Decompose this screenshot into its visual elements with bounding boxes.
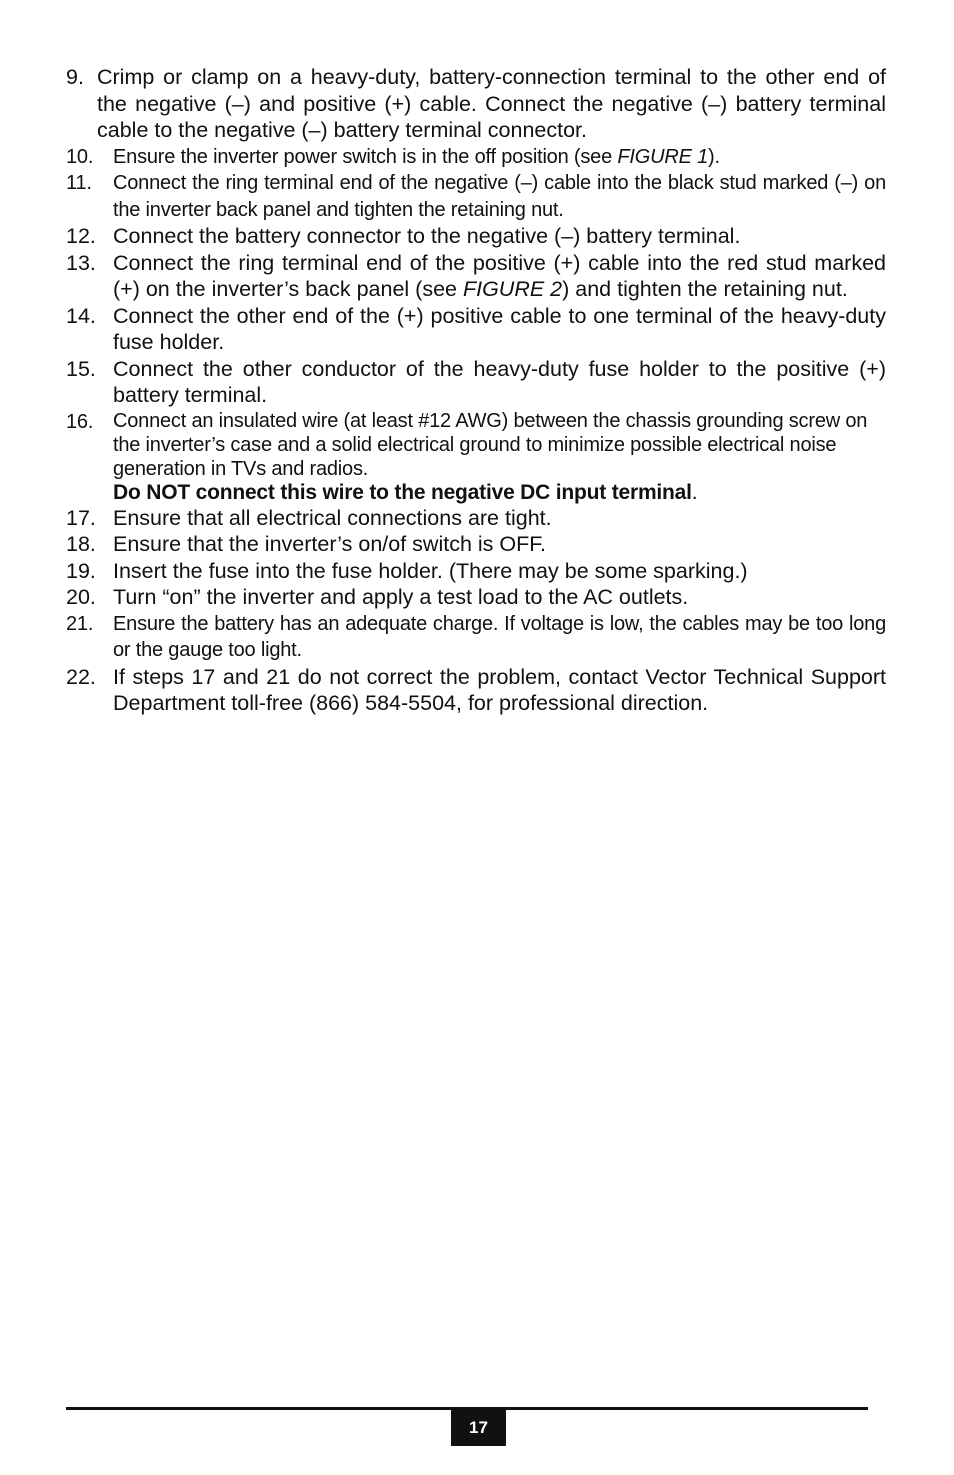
step-number: 19. <box>66 558 96 583</box>
step-number: 10. <box>66 145 94 168</box>
step-text: Connect the ring terminal end of the positive (+) cable into the red stud marked (+) on the inverter’s back panel (see FIGURE 2) and tighten the retaining nut. <box>113 250 886 301</box>
step-number: 22. <box>66 664 96 689</box>
step-text: Ensure that the inverter’s on/of switch is OFF. <box>113 532 546 556</box>
step-text: Crimp or clamp on a heavy-duty, battery-connection terminal to the other end of the negative (–) and positive (+) cable. Connect the negative (–) battery terminal cable to the negative (–) battery terminal connector. <box>97 65 886 142</box>
step-number: 17. <box>66 505 96 530</box>
step-19 <box>66 558 886 585</box>
step-text: Ensure the battery has an adequate charge. If voltage is low, the cables may be too long or the gauge too light. <box>113 612 886 661</box>
step-number: 15. <box>66 356 96 381</box>
step-12 <box>66 223 886 250</box>
step-text: Turn “on” the inverter and apply a test load to the AC outlets. <box>113 585 689 609</box>
step-15 <box>66 356 886 409</box>
step-text: Connect the other conductor of the heavy-duty fuse holder to the positive (+) battery terminal. <box>113 356 886 407</box>
page-number: 17 <box>451 1409 506 1446</box>
step-number: 21. <box>66 612 94 635</box>
step-text: Connect the other end of the (+) positive cable to one terminal of the heavy-duty fuse holder. <box>113 303 886 354</box>
step-number: 12. <box>66 224 96 248</box>
step-11 <box>66 170 886 223</box>
step-20 <box>66 584 886 611</box>
step-number: 9. <box>66 65 84 89</box>
step-9 <box>66 64 886 144</box>
step-16 <box>66 409 886 505</box>
step-number: 16. <box>66 410 94 433</box>
step-number: 11. <box>66 172 92 194</box>
step-21 <box>66 611 886 664</box>
step-number: 18. <box>66 532 96 556</box>
figure-ref: FIGURE 1 <box>617 145 708 168</box>
step-number: 13. <box>66 250 96 275</box>
step-13 <box>66 250 886 303</box>
step-text: If steps 17 and 21 do not correct the problem, contact Vector Technical Support Department toll-free (866) 584-5504, for professional direction. <box>113 664 886 715</box>
step-text: Ensure the inverter power switch is in the off position (see FIGURE 1). <box>113 145 720 168</box>
step-22 <box>66 664 886 717</box>
warning-text: Do NOT connect this wire to the negative DC input terminal. <box>113 480 698 504</box>
step-14 <box>66 303 886 356</box>
step-text: Insert the fuse into the fuse holder. (There may be some sparking.) <box>113 558 748 583</box>
step-number: 20. <box>66 585 96 609</box>
step-17 <box>66 505 886 532</box>
step-number: 14. <box>66 303 96 328</box>
figure-ref: FIGURE 2 <box>462 277 563 301</box>
step-text: Connect an insulated wire (at least #12 AWG) between the chassis grounding screw on the inverter’s case and a solid electrical ground to minimize possible electrical noise generation in TVs and radios. Do NOT connect this wire to the negative DC input terminal. <box>113 409 886 505</box>
step-text: Connect the ring terminal end of the negative (–) cable into the black stud marked (–) on the inverter back panel and tighten the retaining nut. <box>113 172 886 221</box>
step-text: Ensure that all electrical connections are tight. <box>113 505 552 530</box>
step-18 <box>66 531 886 558</box>
step-10 <box>66 144 886 171</box>
instruction-list <box>66 64 886 717</box>
step-text: Connect the battery connector to the negative (–) battery terminal. <box>113 224 741 248</box>
